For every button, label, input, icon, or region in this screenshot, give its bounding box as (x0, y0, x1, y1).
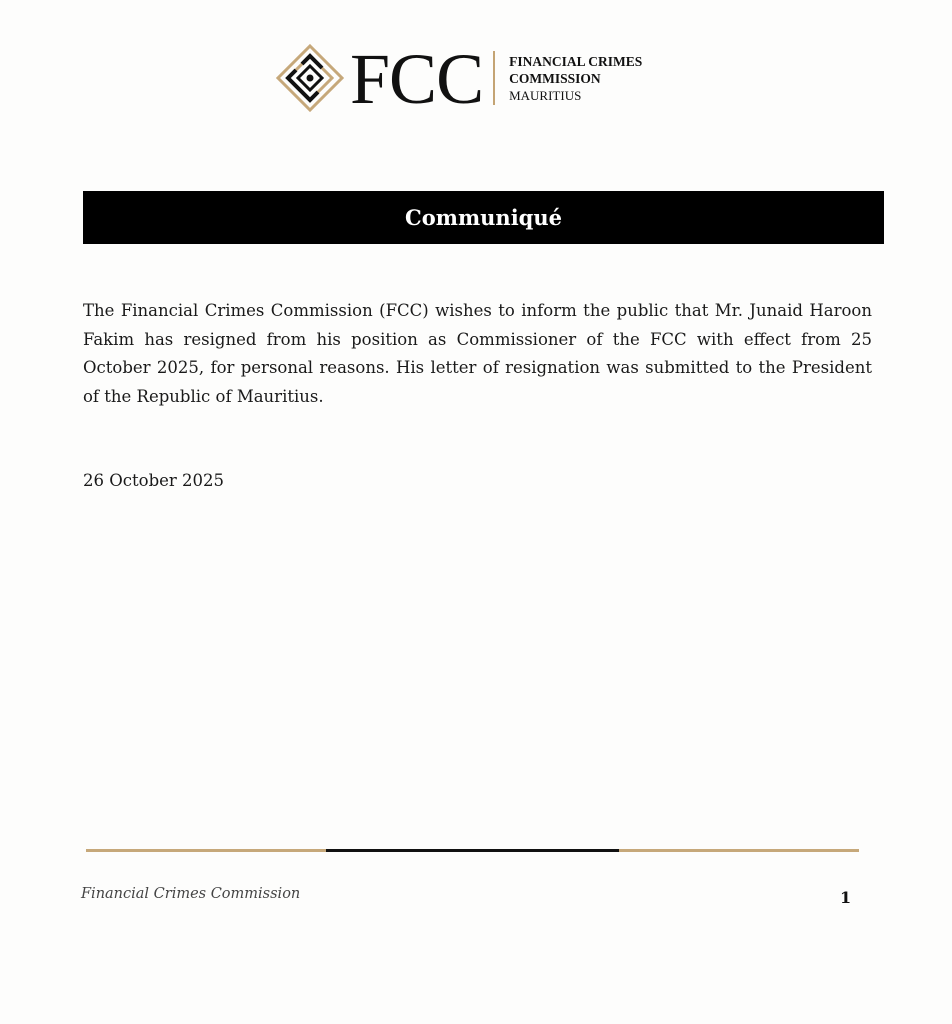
logo-line-3: MAURITIUS (509, 87, 582, 103)
title-banner (83, 191, 884, 244)
logo-line-2: COMMISSION (509, 70, 601, 86)
logo-divider (493, 51, 495, 105)
logo-wordmark: FCC (350, 39, 484, 119)
fcc-diamond-logo-icon (276, 44, 344, 112)
logo-text (509, 53, 642, 104)
footer-rule-right (619, 849, 859, 852)
communique-body: The Financial Crimes Commission (FCC) wishes to inform the public that Mr. Junaid Haroon Fakim has resigned from his position as Commissioner of the FCC with effect from 25 October 2025, for personal reasons. His letter of resignation was submitted to the President of the Republic of Mauritius. (83, 301, 872, 406)
logo-line-1: FINANCIAL CRIMES (509, 53, 643, 69)
footer-rule-left (86, 849, 326, 852)
footer-organization: Financial Crimes Commission (81, 886, 301, 902)
fcc-logo (276, 39, 643, 119)
page-number: 1 (840, 888, 852, 907)
footer-rule-center (326, 849, 619, 852)
page-title: Communiqué (405, 205, 562, 230)
communique-date: 26 October 2025 (83, 471, 225, 490)
